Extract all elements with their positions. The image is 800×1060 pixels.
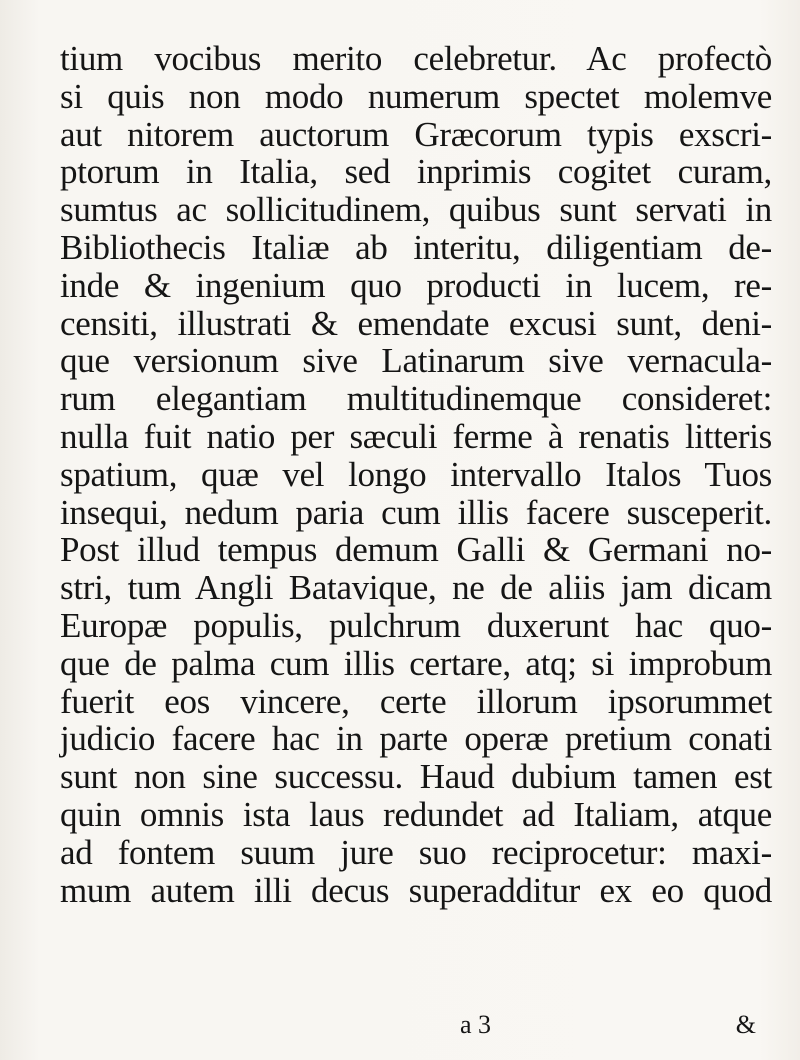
text-line: stri, tum Angli Batavique, ne de aliis jam dicam [60,568,772,608]
text-line: Europæ populis, pulchrum duxerunt hac quo- [60,605,772,645]
text-line: que de palma cum illis certare, atq; si improbum [60,643,772,683]
text-line: fuerit eos vincere, certe illorum ipsorummet [60,681,772,721]
catchword: & [735,1010,756,1039]
text-line: spatium, quæ vel longo intervallo Italos Tuos [60,454,772,494]
signature-mark: a 3 [460,1010,492,1039]
body-text [60,40,772,909]
text-line: censiti, illustrati & emendate excusi sunt, deni- [60,303,772,343]
text-line: aut nitorem auctorum Græcorum typis exscri- [60,114,772,154]
text-line: nulla fuit natio per sæculi ferme à renatis litteris [60,416,772,456]
text-line: Bibliothecis Italiæ ab interitu, diligentiam de- [60,227,772,267]
text-line: ad fontem suum jure suo reciprocetur: maxi- [60,832,772,872]
text-line: inde & ingenium quo producti in lucem, re- [60,265,772,305]
text-line: que versionum sive Latinarum sive vernacula- [60,341,772,381]
text-line: rum elegantiam multitudinemque consideret: [60,379,772,419]
text-line: sumtus ac sollicitudinem, quibus sunt servati in [60,190,772,230]
text-line: ptorum in Italia, sed inprimis cogitet curam, [60,152,772,192]
text-line: si quis non modo numerum spectet molemve [60,76,772,116]
page-footer [60,1010,772,1044]
text-line: Post illud tempus demum Galli & Germani no- [60,530,772,570]
text-line: judicio facere hac in parte operæ pretium conati [60,719,772,759]
text-line: mum autem illi decus superadditur ex eo quod [60,870,772,910]
text-line: insequi, nedum paria cum illis facere susceperit. [60,492,772,532]
text-line: quin omnis ista laus redundet ad Italiam, atque [60,794,772,834]
text-line: tium vocibus merito celebretur. Ac profectò [60,39,772,78]
text-line: sunt non sine successu. Haud dubium tamen est [60,757,772,797]
